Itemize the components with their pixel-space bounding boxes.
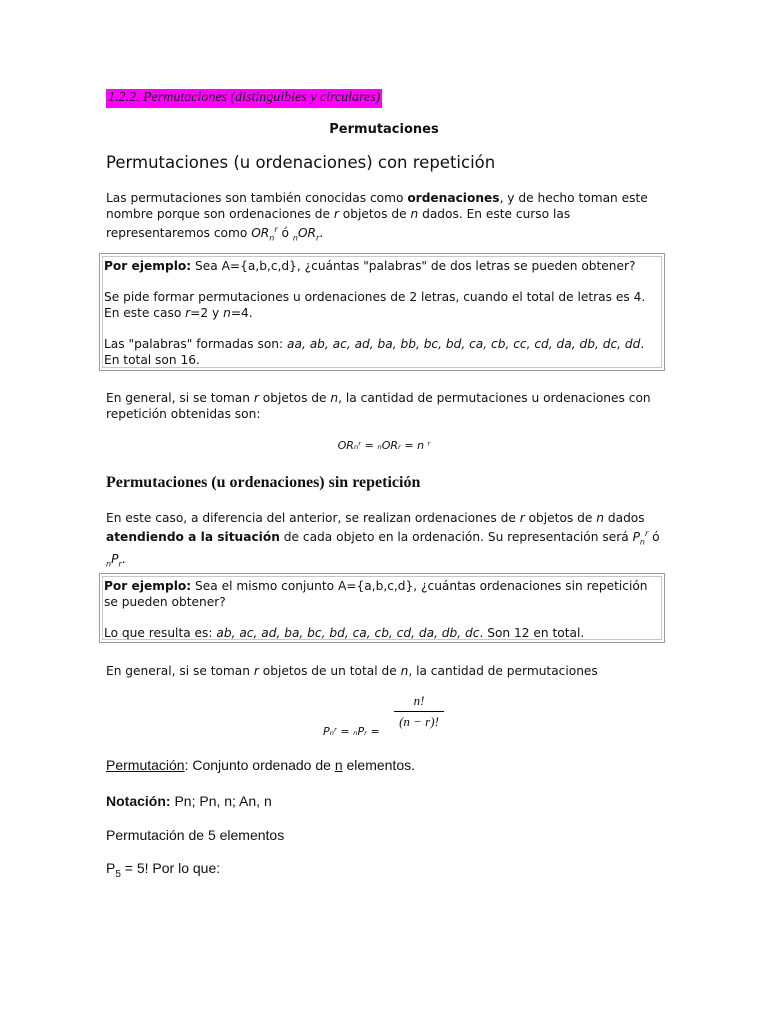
formula-with-repetition: ORₙʳ = ₙORᵣ = n ʳ bbox=[337, 439, 431, 452]
example-five-elements: Permutación de 5 elementos bbox=[106, 827, 285, 843]
fraction-numerator: n! bbox=[413, 693, 425, 708]
example1-explanation: Se pide formar permutaciones u ordenaciones de 2 letras, cuando el total de letras es 4. En este caso r=2 y n=4. bbox=[104, 290, 646, 320]
example-box-1 bbox=[99, 253, 665, 371]
intro-paragraph-2: En este caso, a diferencia del anterior, se realizan ordenaciones de r objetos de n dados atendiendo a la situación de cada objeto en la ordenación. Su representación será $P_n^r$ ó $_nP_r$. bbox=[106, 511, 660, 568]
general-paragraph-1: En general, si se toman r objetos de n, la cantidad de permutaciones u ordenaciones con repetición obtenidas son: bbox=[106, 391, 651, 421]
heading-with-repetition: Permutaciones (u ordenaciones) con repetición bbox=[106, 153, 496, 172]
center-title: Permutaciones bbox=[329, 122, 439, 137]
heading-without-repetition: Permutaciones (u ordenaciones) sin repetición bbox=[106, 474, 421, 491]
formula-without-repetition-lhs: Pₙʳ = ₙPᵣ = bbox=[323, 725, 380, 738]
p5-line: $P_5 = 5$! Por lo que: bbox=[106, 860, 221, 880]
fraction-denominator: (n − r)! bbox=[399, 714, 439, 729]
example1-question: Por ejemplo: Sea A={a,b,c,d}, ¿cuántas "palabras" de dos letras se pueden obtener? bbox=[104, 259, 636, 273]
section-heading: 1.2.2. Permutaciones (distinguibles y circulares) bbox=[106, 89, 382, 108]
formula-fraction bbox=[394, 693, 444, 730]
general-paragraph-2: En general, si se toman r objetos de un total de n, la cantidad de permutaciones bbox=[106, 664, 598, 678]
notation-line: Notación: Pn; Pn, n; An, n bbox=[106, 793, 272, 809]
fraction-bar bbox=[394, 711, 444, 712]
example1-words: Las "palabras" formadas son: aa, ab, ac, ad, ba, bb, bc, bd, ca, cb, cc, cd, da, db, dc, dd. En total son 16. bbox=[104, 337, 645, 367]
example-box-2 bbox=[99, 573, 665, 643]
example2-result: Lo que resulta es: ab, ac, ad, ba, bc, bd, ca, cb, cd, da, db, dc. Son 12 en total. bbox=[104, 626, 585, 640]
example2-question: Por ejemplo: Sea el mismo conjunto A={a,b,c,d}, ¿cuántas ordenaciones sin repetición se pueden obtener? bbox=[104, 579, 648, 609]
definition-line: Permutación: Conjunto ordenado de n elementos. bbox=[106, 757, 415, 773]
intro-paragraph: Las permutaciones son también conocidas como ordenaciones, y de hecho toman este nombre porque son ordenaciones de r objetos de n dados. En este curso las representaremos como $OR_n^r$ ó $_nOR_r$. bbox=[106, 191, 648, 243]
